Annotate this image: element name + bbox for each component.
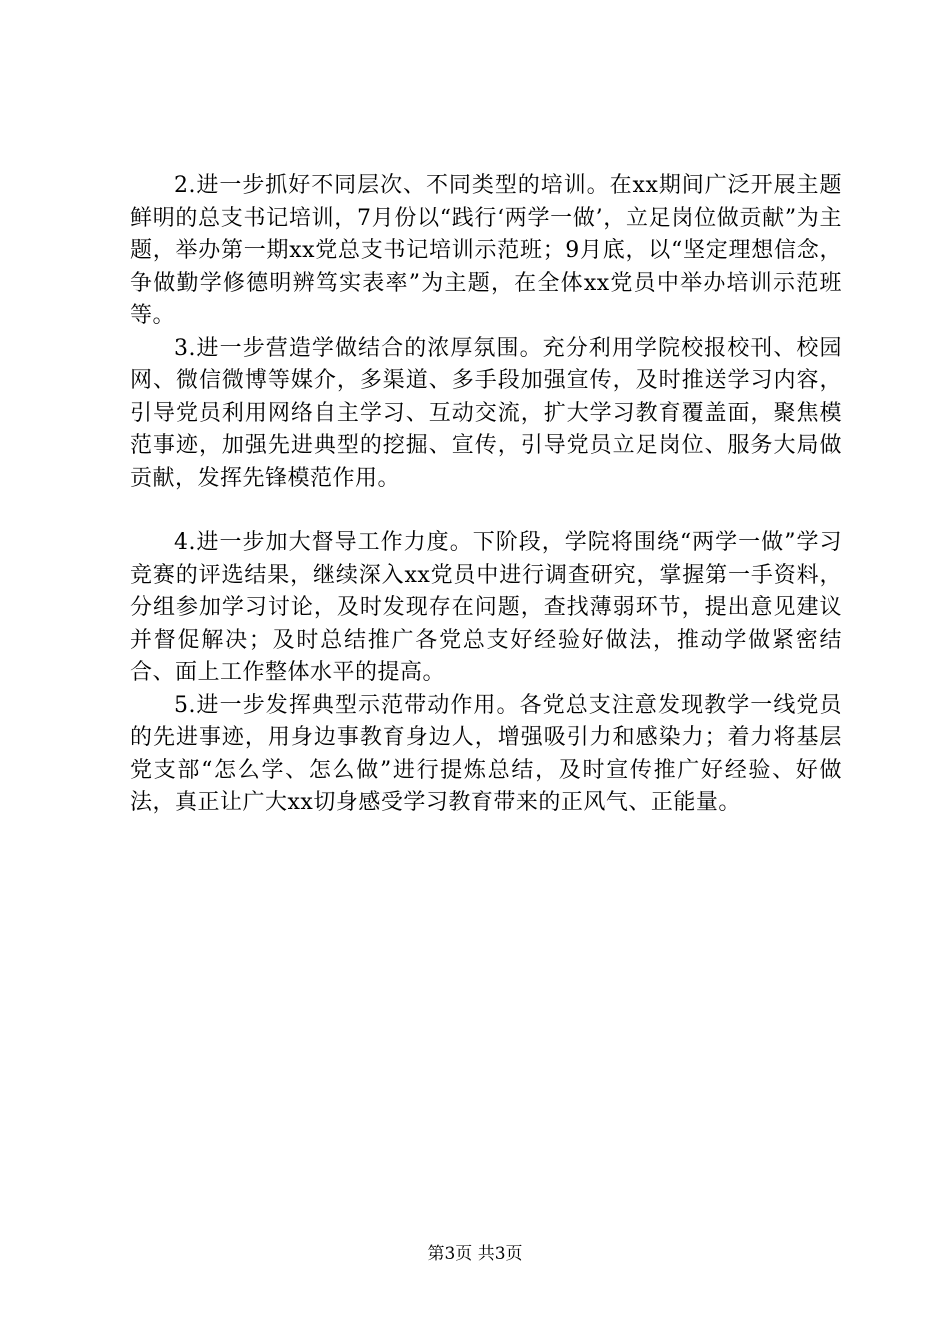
paragraph-item-3: 3.进一步营造学做结合的浓厚氛围。充分利用学院校报校刊、校园网、微信微博等媒介，多渠道、多手段加强宣传，及时推送学习内容，引导党员利用网络自主学习、互动交流，扩大学习教育覆盖面，聚焦模范事迹，加强先进典型的挖掘、宣传，引导党员立足岗位、服务大局做贡献，发挥先锋模范作用。 xyxy=(130,335,842,491)
paragraph-item-5: 5.进一步发挥典型示范带动作用。各党总支注意发现教学一线党员的先进事迹，用身边事教育身边人，增强吸引力和感染力；着力将基层党支部“怎么学、怎么做”进行提炼总结，及时宣传推广好经验、好做法，真正让广大xx切身感受学习教育带来的正风气、正能量。 xyxy=(130,692,842,815)
paragraph-item-4: 4.进一步加大督导工作力度。下阶段，学院将围绕“两学一做”学习竞赛的评选结果，继续深入xx党员中进行调查研究，掌握第一手资料，分组参加学习讨论，及时发现存在问题，查找薄弱环节，提出意见建议并督促解决；及时总结推广各党总支好经验好做法，推动学做紧密结合、面上工作整体水平的提高。 xyxy=(130,530,842,685)
document-body xyxy=(130,170,842,820)
page-number-footer: 第3页 共3页 xyxy=(427,1244,523,1264)
paragraph-item-2: 2.进一步抓好不同层次、不同类型的培训。在xx期间广泛开展主题鲜明的总支书记培训，7月份以“践行‘两学一做’，立足岗位做贡献”为主题，举办第一期xx党总支书记培训示范班；9月底，以“坚定理想信念，争做勤学修德明辨笃实表率”为主题，在全体xx党员中举办培训示范班等。 xyxy=(130,173,842,328)
